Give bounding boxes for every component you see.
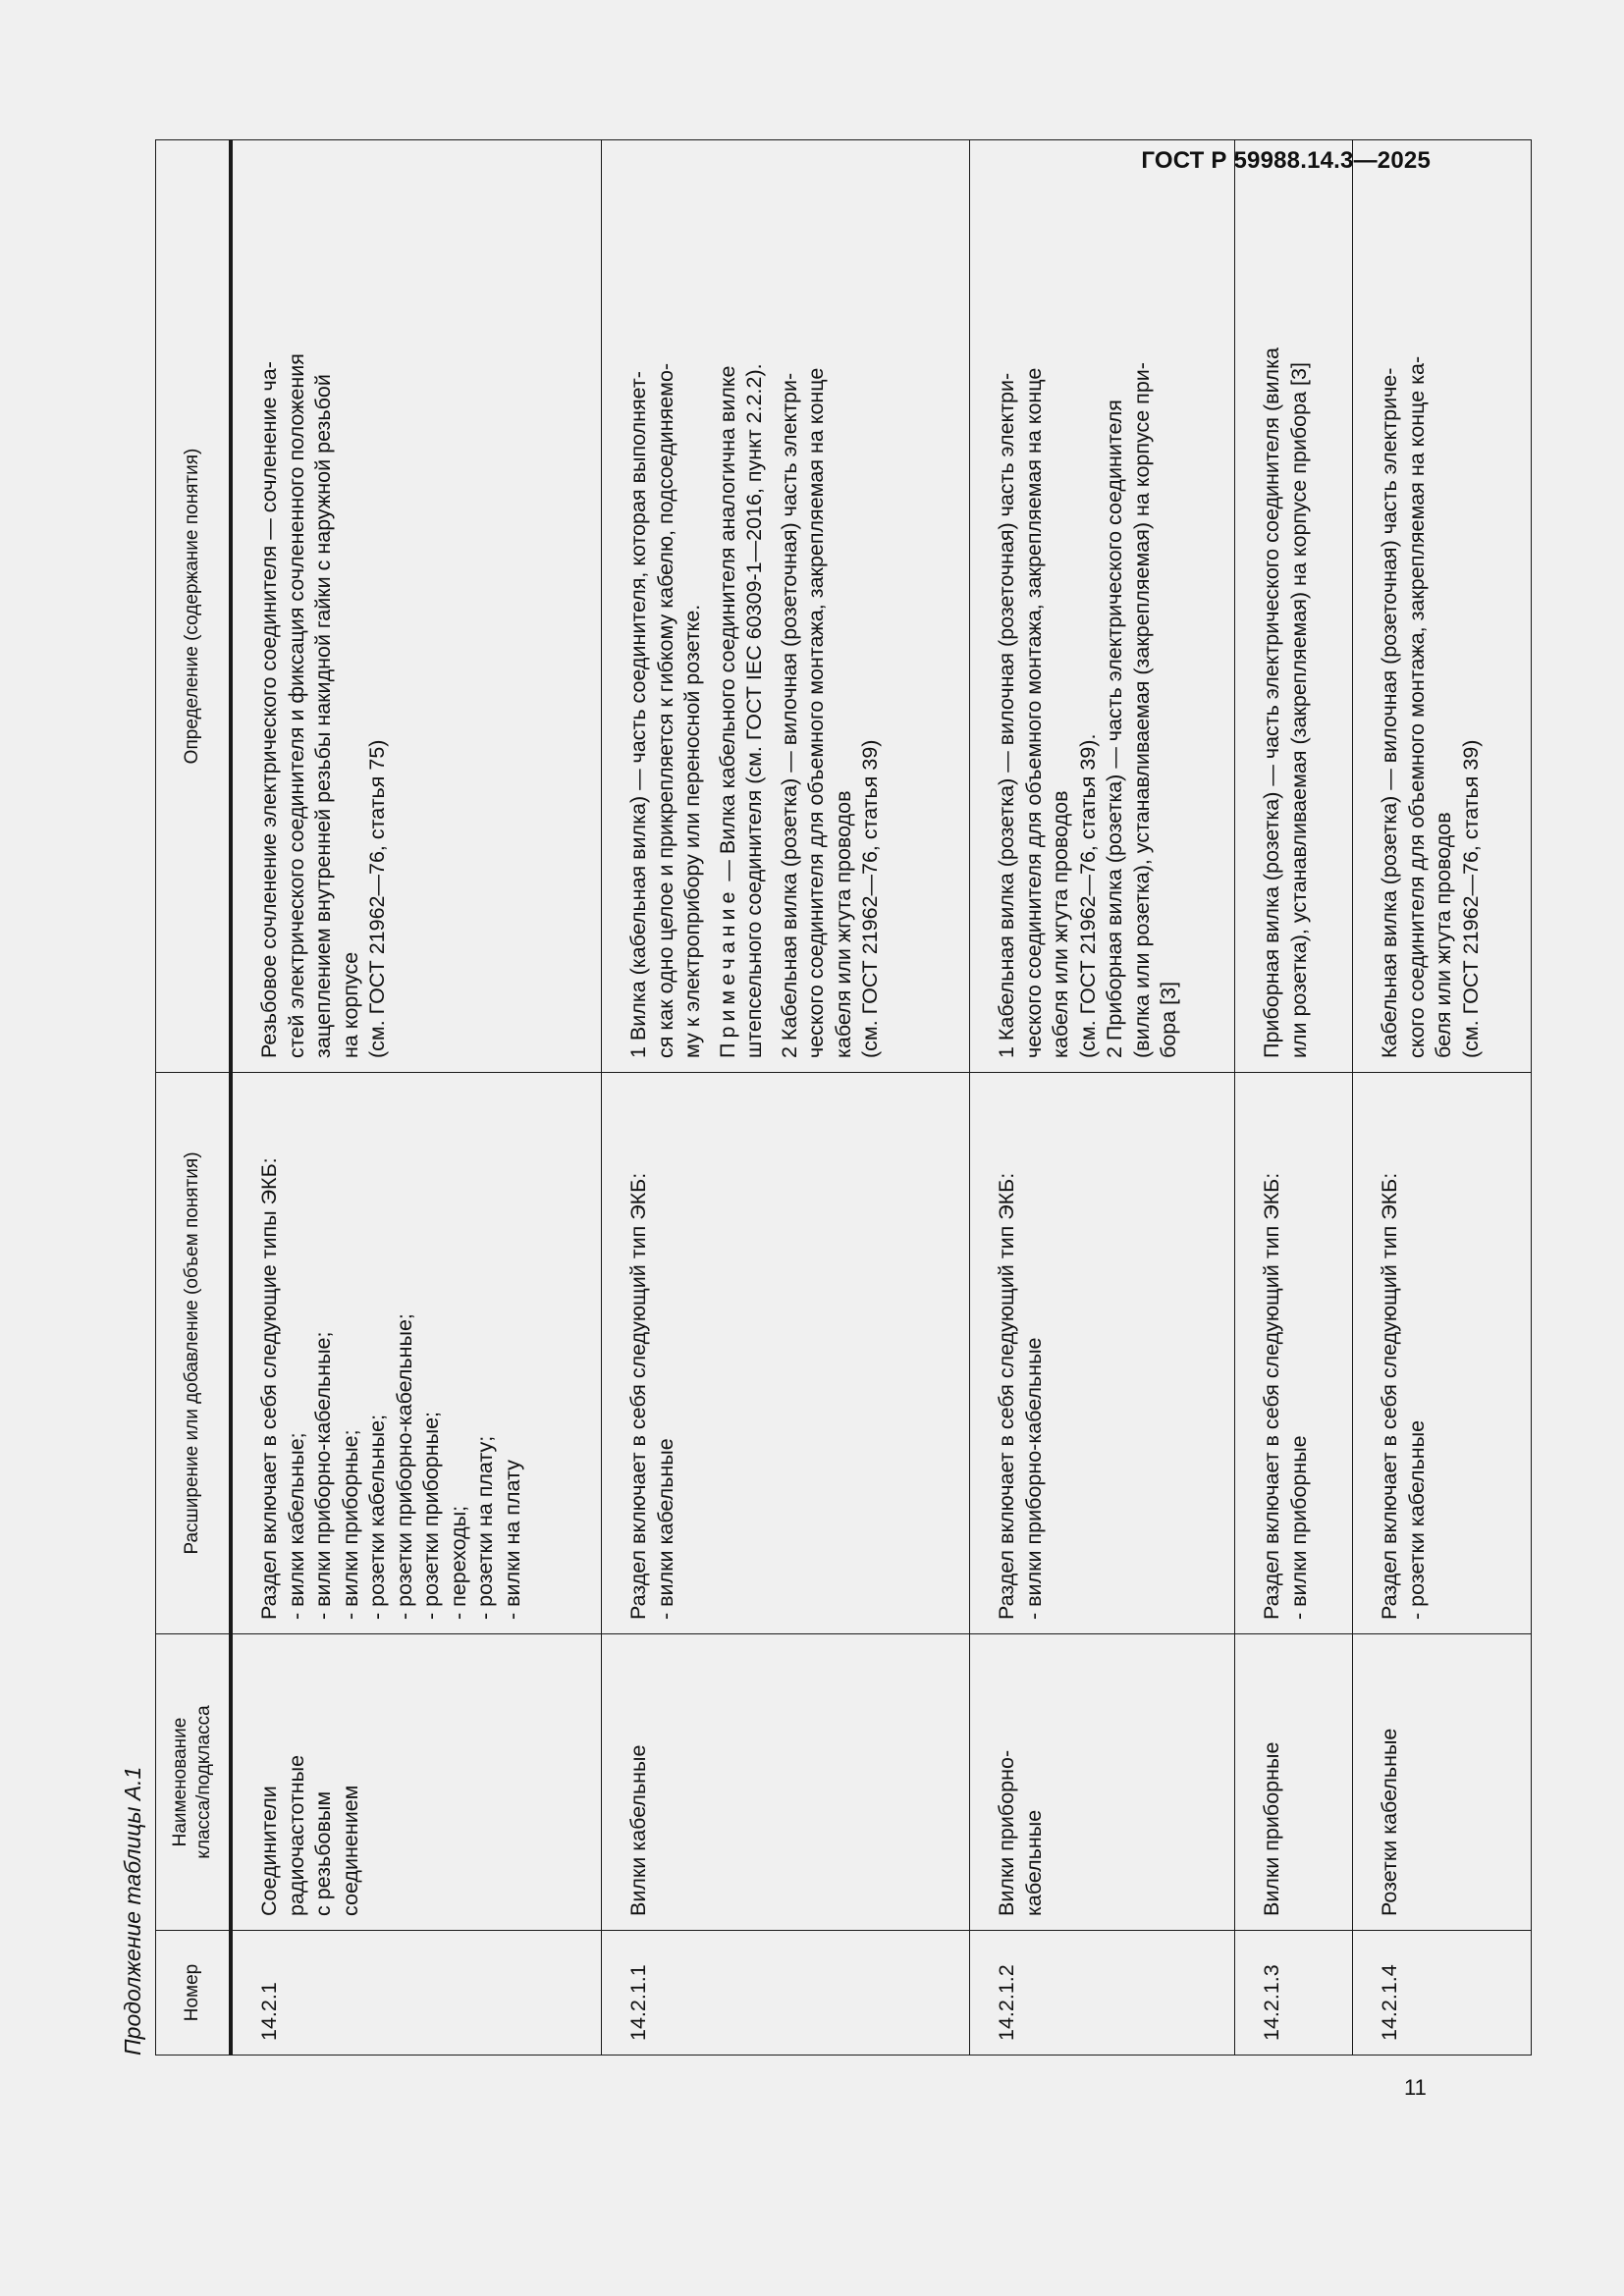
table-row [602,140,970,2056]
text-line: - вилки на плату [500,1460,524,1620]
text-line: кабельные [1021,1809,1046,1916]
text-line: кабеля или жгута проводов [1049,790,1072,1058]
text-line: на корпусе [338,951,362,1058]
row-definition [602,140,970,1073]
row-class-name [231,1634,602,1931]
header-class-name [156,1634,232,1931]
table-row [231,140,602,2056]
page-number: 11 [1404,2075,1427,2100]
row-number: 14.2.1.1 [602,1931,970,2056]
text-line: Вилки приборно- [995,1749,1018,1916]
table-row [1353,140,1532,2056]
row-definition [1353,140,1532,1073]
table-header-row [156,140,232,2056]
text-line: (см. ГОСТ 21962—76, статья 39). [1075,733,1100,1058]
text-line: 2 Приборная вилка (розетка) — часть электрического соединителя [1103,400,1126,1058]
text-line: беля или жгута проводов [1432,812,1455,1058]
table-caption: Продолжение таблицы А.1 [120,1766,145,2056]
row-class-name [1235,1634,1353,1931]
text-line: соединением [338,1785,362,1916]
row-extension [602,1073,970,1634]
text-line: ского соединителя для объемного монтажа, закрепляемая на конце ка- [1404,355,1429,1058]
text-line: (см. ГОСТ 21962—76, статья 39) [858,739,882,1058]
text-line: бора [3] [1157,981,1180,1058]
text-line: штепсельного соединителя (см. ГОСТ IEC 60309-1—2016, пункт 2.2.2). [742,363,766,1058]
text-line: (см. ГОСТ 21962—76, статья 75) [365,739,389,1058]
header-extension: Расширение или добавление (объем понятия) [156,1073,232,1634]
text-line: Резьбовое сочленение электрического соединителя — сочленение ча- [257,361,281,1058]
header-class-name-line2: класса/подкласса [193,1705,214,1859]
row-number: 14.2.1.3 [1235,1931,1353,2056]
text-line: (вилка или розетка), устанавливаемая (закрепляемая) на корпусе при- [1129,362,1154,1058]
text-line: радиочастотные [284,1754,308,1916]
text-line [715,154,742,1058]
text-line: Приборная вилка (розетка) — часть электрического соединителя (вилка [1260,347,1283,1058]
text-line: - розетки кабельные; [365,1414,389,1620]
text-line: Раздел включает в себя следующие типы ЭКБ: [257,1157,281,1620]
row-extension [1235,1073,1353,1634]
text-line: 2 Кабельная вилка (розетка) — вилочная (розеточная) часть электри- [777,372,801,1058]
row-definition [970,140,1235,1073]
note-label: Примечание [715,886,739,1058]
text-line: - розетки на плату; [473,1435,497,1620]
text-line: 1 Кабельная вилка (розетка) — вилочная (розеточная) часть электри- [995,372,1018,1058]
text-line: Соединители [257,1786,281,1916]
text-line: - переходы; [446,1505,470,1620]
text-line: - розетки приборно-кабельные; [392,1313,416,1620]
text-line: (см. ГОСТ 21962—76, статья 39) [1458,739,1483,1058]
text-line: Раздел включает в себя следующий тип ЭКБ: [626,1172,650,1620]
header-definition: Определение (содержание понятия) [156,140,232,1073]
definition-note [715,154,769,1058]
row-class-name [1353,1634,1532,1931]
definition-paragraph [777,154,885,1058]
text-line: - розетки кабельные [1404,1419,1429,1620]
definition-paragraph [625,154,707,1058]
text-line: - розетки приборные; [419,1412,443,1620]
text-line: с резьбовым [311,1790,335,1916]
row-extension [231,1073,602,1634]
text-line: Кабельная вилка (розетка) — вилочная (розеточная) часть электриче- [1378,367,1401,1058]
text-line: кабеля или жгута проводов [831,790,855,1058]
text-line: - вилки кабельные [653,1438,677,1620]
text-line: 1 Вилка (кабельная вилка) — часть соединителя, которая выполняет- [626,371,650,1058]
text-line: Раздел включает в себя следующий тип ЭКБ: [1260,1172,1283,1620]
text-line: - вилки приборные; [338,1429,362,1620]
classification-table [155,139,1532,2056]
text-line: - вилки приборно-кабельные [1021,1337,1046,1620]
text-line: ческого соединителя для объемного монтажа, закрепляемая на конце [804,367,828,1058]
note-text: — Вилка кабельного соединителя аналогична вилке [715,365,739,887]
header-number: Номер [156,1931,232,2056]
row-definition [1235,140,1353,1073]
row-class-name [970,1634,1235,1931]
text-line: Вилки кабельные [626,1744,650,1916]
text-line: - вилки приборно-кабельные; [311,1331,335,1620]
table-row [970,140,1235,2056]
row-number: 14.2.1.4 [1353,1931,1532,2056]
header-class-name-line1: Наименование [170,1717,190,1847]
text-line: Раздел включает в себя следующий тип ЭКБ: [1378,1172,1401,1620]
text-line: ческого соединителя для объемного монтажа, закрепляемая на конце [1021,367,1046,1058]
row-extension [970,1073,1235,1634]
text-line: ся как одно целое и прикрепляется к гибкому кабелю, подсоединяемо- [653,362,677,1058]
text-line: зацеплением внутренней резьбы накидной гайки с наружной резьбой [311,374,335,1058]
row-number: 14.2.1 [231,1931,602,2056]
text-line: - вилки кабельные; [284,1432,308,1620]
rotated-page-content [108,139,1483,2056]
row-class-name [602,1634,970,1931]
text-line: или розетка), устанавливаемая (закрепляемая) на корпусе прибора [3] [1286,362,1311,1058]
text-line: стей электрического соединителя и фиксация сочлененного положения [284,353,308,1058]
text-line: - вилки приборные [1286,1435,1311,1620]
text-line: Раздел включает в себя следующий тип ЭКБ: [995,1172,1018,1620]
document-code: ГОСТ Р 59988.14.3—2025 [1141,147,1431,174]
text-line: Вилки приборные [1260,1741,1283,1916]
row-extension [1353,1073,1532,1634]
text-line: му к электроприбору или переносной розетке. [680,604,704,1058]
text-line: Розетки кабельные [1378,1728,1401,1916]
table-row [1235,140,1353,2056]
row-definition [231,140,602,1073]
row-number: 14.2.1.2 [970,1931,1235,2056]
